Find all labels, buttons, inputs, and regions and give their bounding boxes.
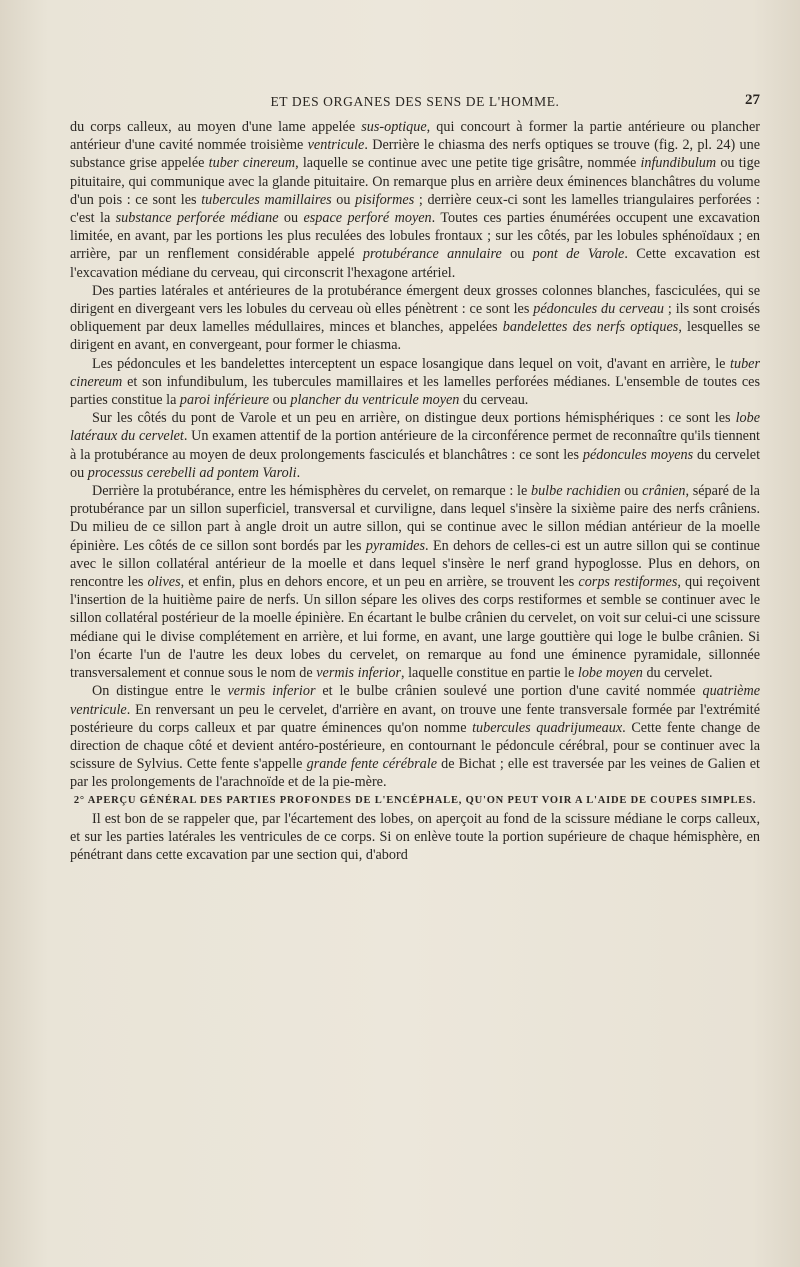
italic-term: vermis inferior <box>227 683 316 700</box>
text-run: de Bichat ; elle est traversée par les veines de Galien et par les prolongements de l'arachnoïde et de la pie-mère. <box>70 756 760 791</box>
text-run: ou <box>620 483 643 500</box>
paragraph <box>70 409 760 482</box>
text-run: Des parties latérales et antérieures de la protubérance émergent deux grosses colonnes blanches, fasciculées, qui se dirigent en divergeant vers les lobules du cerveau où elles pénètrent : ce sont les <box>70 282 760 318</box>
italic-term: tubercules quadrijumeaux <box>472 719 623 736</box>
text-run: , qui reçoivent l'insertion de la huitième paire de nerfs. Un sillon sépare les olives des corps restiformes et semble se continuer avec le sillon collatéral postérieur de la moelle épinière. En écartant le bulbe crânien du cervelet, on voit sur celui-ci une scissure médiane qui le divise complétement en arrière, et lui forme, en avant, une large gouttière qui loge le bulbe crânien. Si l'on écarte l'un de l'autre les deux lobes du cervelet, on remarque au fond une éminence pyramidale, sillonnée transversalement et connue sous le nom de <box>70 574 760 682</box>
text-run: , séparé de la protubérance par un sillon superficiel, transversal et curviligne, dans lequel s'insère la sixième paire des nerfs crâniens. Du milieu de ce sillon part à angle droit un autre sillon, qui se continue avec le sillon médian antérieur de la moelle épinière. Les côtés de ce sillon sont bordés par les <box>70 483 760 554</box>
text-run: et le bulbe crânien soulevé une portion d'une cavité nommée <box>315 683 703 700</box>
text-run: Sur les côtés du pont de Varole et un peu en arrière, on distingue deux portions hémisphériques : ce sont les <box>92 410 736 427</box>
running-title: ET DES ORGANES DES SENS DE L'HOMME. <box>270 94 560 109</box>
italic-term: pyramides <box>365 537 425 554</box>
italic-term: pédoncules moyens <box>582 446 694 463</box>
italic-term: ventricule <box>307 137 365 154</box>
italic-term: tuber cinereum <box>70 355 760 390</box>
page-number: 27 <box>745 92 760 108</box>
italic-term: protubérance annulaire <box>362 246 502 263</box>
italic-term: lobe latéraux du cervelet <box>70 410 760 445</box>
text-run: ; ils sont croisés obliquement par deux lamelles médullaires, minces et blanches, appelées <box>70 301 760 336</box>
paragraph: Il est bon de se rappeler que, par l'écartement des lobes, on aperçoit au fond de la scissure médiane le corps calleux, et sur les parties latérales les ventricules de ce corps. Si on enlève toute la portion supérieure de chaque hémisphère, en pénétrant dans cette excavation par une section qui, d'abord <box>70 810 760 864</box>
text-run: . Un examen attentif de la portion antérieure de la circonférence permet de reconnaître qu'ils tiennent à la protubérance au moyen de deux prolongements fasciculés et blanchâtres : ce sont les <box>70 428 760 463</box>
italic-term: plancher du ventricule moyen <box>290 392 460 409</box>
italic-term: espace perforé moyen <box>303 210 432 227</box>
italic-term: bandelettes des nerfs optiques <box>502 319 679 336</box>
text-run: On distingue entre le <box>92 683 228 700</box>
italic-term: processus cerebelli ad pontem Varoli <box>87 464 297 481</box>
text-run: ou tige pituitaire, qui communique avec la glande pituitaire. On remarque plus en arrière deux éminences blanchâtres du volume d'un pois : ce sont les <box>70 155 760 208</box>
text-run: , laquelle se continue avec une petite tige grisâtre, nommée <box>295 155 641 172</box>
text-run: et son infundibulum, les tubercules mamillaires et les lamelles perforées médianes. L'ensemble de toutes ces parties constitue la <box>70 373 760 409</box>
text-run: . Toutes ces parties énumérées occupent une excavation limitée, en avant, par les portions les plus reculées des lobules frontaux ; sur les côtés, par les lobules sphénoïdaux ; en arrière, par un renflement considérable appelé <box>70 210 760 263</box>
italic-term: tuber cinereum <box>208 155 296 172</box>
italic-term: substance perforée médiane <box>115 210 279 227</box>
text-run: ou <box>269 392 291 409</box>
italic-term: quatrième ventricule <box>70 683 760 718</box>
paragraph <box>70 355 760 410</box>
italic-term: crânien <box>642 483 686 500</box>
text-run: , et enfin, plus en dehors encore, et un peu en arrière, se trouvent les <box>180 574 579 591</box>
text-run: du cerveau. <box>459 392 529 409</box>
text-run: , laquelle constitue en partie le <box>400 665 578 682</box>
italic-term: sus-optique <box>361 119 427 135</box>
paragraph <box>70 282 760 355</box>
italic-term: tubercules mamillaires <box>201 191 332 208</box>
paragraph <box>70 682 760 791</box>
italic-term: paroi inférieure <box>179 392 270 409</box>
text-run: ou <box>331 191 356 208</box>
section-heading: 2° APERÇU GÉNÉRAL DES PARTIES PROFONDES DE L'ENCÉPHALE, QU'ON PEUT VOIR A L'AIDE DE COUPES SIMPLES. <box>73 794 757 806</box>
text-run: Les pédoncules et les bandelettes interceptent un espace losangique dans lequel on voit, d'avant en arrière, le <box>92 355 731 372</box>
text-run: Derrière la protubérance, entre les hémisphères du cervelet, on remarque : le <box>92 483 531 500</box>
text-run: , qui concourt à former la partie antérieure ou plancher antérieur d'une cavité nommée troisième <box>70 119 760 154</box>
text-run: du cervelet ou <box>70 446 761 481</box>
text-run: ou <box>278 210 304 227</box>
text-run: , lesquelles se dirigent en avant, en convergeant, pour former le chiasma. <box>70 319 760 354</box>
page-header <box>70 92 760 114</box>
italic-term: pont de Varole <box>532 246 625 263</box>
text-run: du cervelet. <box>642 665 713 682</box>
italic-term: olives <box>147 574 181 591</box>
body-text <box>70 118 760 864</box>
italic-term: bulbe rachidien <box>530 483 621 500</box>
text-run: . En renversant un peu le cervelet, d'arrière en avant, on trouve une fente transversale formée par l'extrémité postérieure du corps calleux et par quatre éminences qu'on nomme <box>70 701 760 736</box>
text-run: du corps calleux, au moyen d'une lame appelée <box>70 119 362 135</box>
text-run: . Derrière le chiasma des nerfs optiques se trouve (fig. 2, pl. 24) une substance grise appelée <box>70 137 760 172</box>
italic-term: infundibulum <box>640 155 717 172</box>
paragraph <box>70 118 760 282</box>
italic-term: pisiformes <box>355 191 415 208</box>
italic-term: lobe moyen <box>577 665 643 682</box>
text-run: . Cette fente change de direction de chaque côté et devient antéro-postérieure, en contournant le pédoncule cérébral, pour se continuer avec la scissure de Sylvius. Cette fente s'appelle <box>70 719 760 773</box>
italic-term: grande fente cérébrale <box>306 756 437 773</box>
italic-term: vermis inferior <box>316 665 401 682</box>
text-run: . <box>296 464 301 481</box>
italic-term: pédoncules du cerveau <box>533 301 664 318</box>
text-run: ou <box>501 246 533 263</box>
paragraph <box>70 482 760 682</box>
text-run: ; derrière ceux-ci sont les lamelles triangulaires perforées : c'est la <box>70 191 760 227</box>
italic-term: corps restiformes <box>578 574 678 591</box>
text-run: . En dehors de celles-ci est un autre sillon qui se continue avec le sillon collatéral antérieur de la moelle et dans lequel s'insère le nerf grand hypoglosse. Plus en dehors, on rencontre les <box>70 537 760 591</box>
text-run: . Cette excavation est l'excavation médiane du cerveau, qui circonscrit l'hexagone artériel. <box>70 246 760 281</box>
